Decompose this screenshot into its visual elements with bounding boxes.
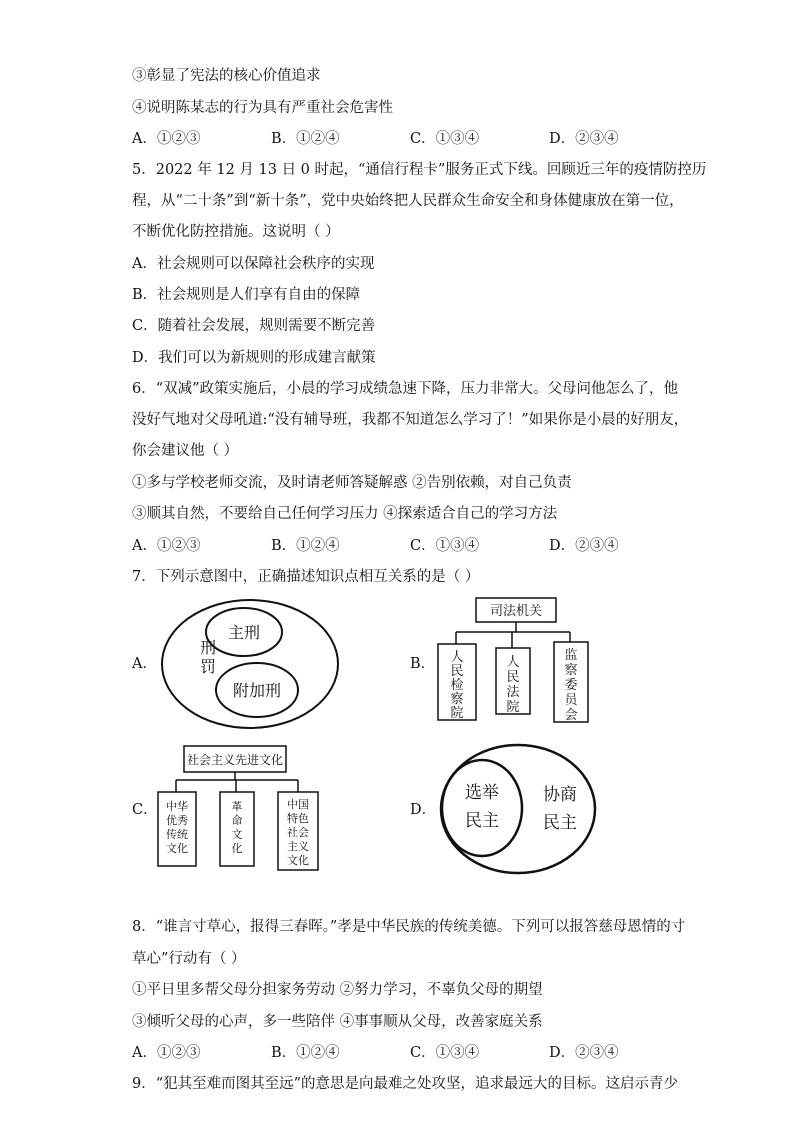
diagram-d-inner-ellipse: [442, 760, 522, 856]
diagram-c-c3-4: 文化: [287, 854, 309, 867]
q6-option-b: B．①②④: [271, 538, 340, 554]
diagram-a-inner-text-2: 附加刑: [232, 681, 282, 700]
q7-label-b: B．: [410, 656, 436, 672]
diagram-b-c2-2: 法: [506, 685, 520, 700]
q4-option-a: A．①②③: [132, 131, 201, 147]
diagram-c-c3-1: 特色: [287, 812, 309, 825]
diagram-b-c1-4: 院: [450, 706, 464, 721]
q8-option-d: D．②③④: [549, 1045, 619, 1061]
q4-option-d: D．②③④: [549, 131, 619, 147]
q8-stem-line2: 草心”行动有（ ）: [132, 951, 246, 967]
q7-label-d: D．: [410, 802, 437, 818]
q9-stem-line1: 9．“犯其至难而图其至远”的意思是向最难之处攻坚，追求最远大的目标。这启示青少: [132, 1076, 679, 1092]
q8-items-line1: ①平日里多帮父母分担家务劳动 ②努力学习，不辜负父母的期望: [132, 982, 543, 998]
diagram-c-c1-1: 优秀: [166, 814, 188, 827]
diagram-b-c2-1: 民: [506, 670, 520, 685]
diagram-b-c1-0: 人: [450, 650, 464, 665]
q6-option-a: A．①②③: [132, 538, 201, 554]
q6-stem-line3: 你会建议他（ ）: [132, 443, 239, 459]
diagram-b-c3-4: 会: [564, 708, 578, 723]
q4-item-4: ④说明陈某志的行为具有严重社会危害性: [132, 100, 393, 116]
diagram-c-c1-2: 传统: [166, 828, 188, 841]
diagram-d-outer-text-2: 民主: [543, 813, 577, 833]
diagram-c-c3-0: 中国: [287, 798, 309, 811]
diagram-c: [156, 744, 326, 874]
diagram-a-inner-text-1: 主刑: [227, 623, 261, 642]
q7-label-c: C．: [132, 802, 158, 818]
diagram-c-top-text: 社会主义先进文化: [186, 753, 284, 767]
q6-option-c: C．①③④: [410, 538, 480, 554]
diagram-c-c2-2: 文: [231, 828, 243, 841]
q5-choice-a: A．社会规则可以保障社会秩序的实现: [132, 256, 375, 272]
diagram-b-c2-0: 人: [506, 655, 520, 670]
diagram-c-c2-0: 革: [231, 800, 243, 813]
diagram-b-c2-3: 院: [506, 700, 520, 715]
diagram-a-outer-text-2: 罚: [200, 657, 217, 676]
diagram-c-c1-0: 中华: [166, 800, 188, 813]
q8-option-b: B．①②④: [271, 1045, 340, 1061]
diagram-d-outer-text-1: 协商: [543, 785, 577, 805]
q6-option-d: D．②③④: [549, 538, 619, 554]
diagram-b-c1-3: 察: [450, 692, 464, 707]
diagram-b-top-text: 司法机关: [489, 604, 543, 619]
q8-option-c: C．①③④: [410, 1045, 480, 1061]
diagram-c-c1-3: 文化: [166, 842, 188, 855]
diagram-c-c2-1: 命: [231, 814, 243, 827]
q7-label-a: A．: [132, 656, 157, 672]
q8-stem-line1: 8．“谁言寸草心，报得三春晖。”孝是中华民族的传统美德。下列可以报答慈母恩情的寸: [132, 919, 686, 935]
q6-stem-line2: 没好气地对父母吼道:“没有辅导班，我都不知道怎么学习了！”如果你是小晨的好朋友，: [132, 412, 689, 428]
diagram-a-outer-text-1: 刑: [200, 638, 217, 657]
diagram-b: [434, 596, 594, 724]
q8-items-line2: ③倾听父母的心声，多一些陪伴 ④事事顺从父母，改善家庭关系: [132, 1014, 543, 1030]
diagram-d: [438, 742, 598, 876]
q5-stem-line3: 不断优化防控措施。这说明（ ）: [132, 224, 340, 240]
q6-items-line1: ①多与学校老师交流，及时请老师答疑解惑 ②告别依赖，对自己负责: [132, 475, 572, 491]
diagram-b-c1-1: 民: [450, 664, 464, 679]
diagram-c-c3-2: 社会: [287, 826, 309, 839]
diagram-d-inner-text-1: 选举: [465, 783, 499, 803]
q5-stem-line1: 5．2022 年 12 月 13 日 0 时起，“通信行程卡”服务正式下线。回顾近三年的疫情防控历: [132, 162, 707, 178]
diagram-b-c3-2: 委: [564, 678, 578, 693]
q4-option-b: B．①②④: [271, 131, 340, 147]
q8-option-a: A．①②③: [132, 1045, 201, 1061]
q5-choice-c: C．随着社会发展，规则需要不断完善: [132, 318, 376, 334]
q5-choice-d: D．我们可以为新规则的形成建言献策: [132, 350, 376, 366]
diagram-a: [160, 598, 340, 730]
q5-stem-line2: 程，从“二十条”到“新十条”，党中央始终把人民群众生命安全和身体健康放在第一位，: [132, 193, 684, 209]
q6-items-line2: ③顺其自然，不要给自己任何学习压力 ④探索适合自己的学习方法: [132, 506, 558, 522]
diagram-b-c3-1: 察: [564, 663, 578, 678]
diagram-d-inner-text-2: 民主: [465, 811, 499, 831]
q5-choice-b: B．社会规则是人们享有自由的保障: [132, 287, 361, 303]
q4-option-c: C．①③④: [410, 131, 480, 147]
q4-item-3: ③彰显了宪法的核心价值追求: [132, 68, 321, 84]
q6-stem-line1: 6．“双减”政策实施后，小晨的学习成绩急速下降，压力非常大。父母问他怎么了，他: [132, 381, 679, 397]
diagram-b-c3-3: 员: [564, 693, 578, 708]
diagram-c-c2-3: 化: [231, 842, 243, 855]
diagram-c-c3-3: 主义: [287, 840, 309, 853]
q7-stem: 7．下列示意图中，正确描述知识点相互关系的是（ ）: [132, 569, 480, 585]
diagram-b-c3-0: 监: [564, 648, 578, 663]
diagram-b-c1-2: 检: [450, 678, 464, 693]
